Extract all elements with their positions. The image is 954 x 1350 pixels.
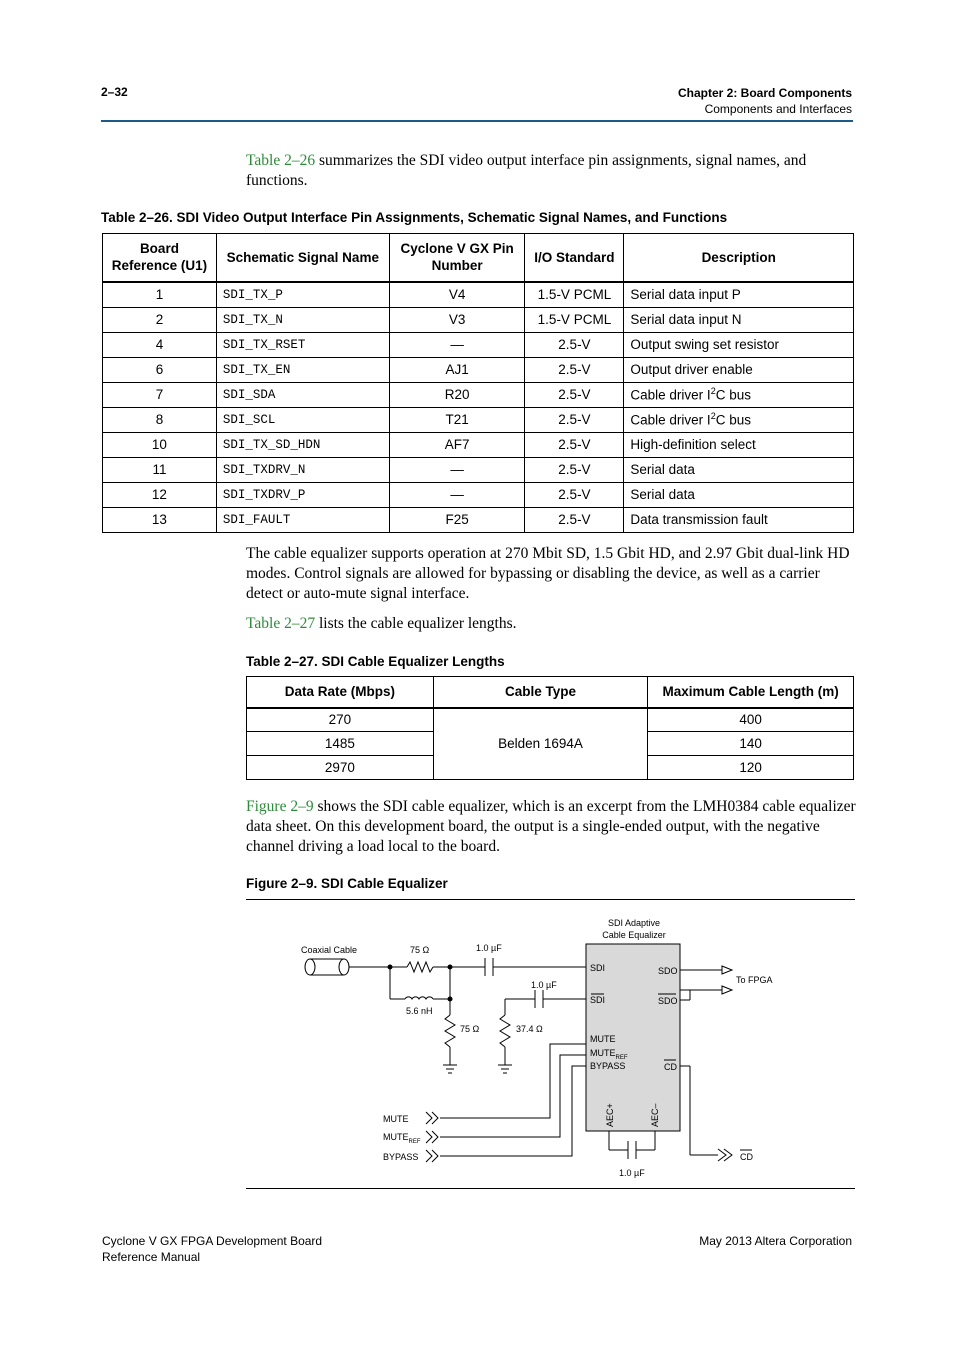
table-row: 11 SDI_TXDRV_N — 2.5-V Serial data (103, 457, 854, 482)
footer-left (102, 1233, 322, 1265)
to-fpga-label: To FPGA (736, 975, 773, 985)
c1-label: 1.0 µF (476, 943, 502, 953)
resistor-r3 (500, 1015, 510, 1047)
table-27-intro: Table 2–27 lists the cable equalizer lengths. (246, 615, 517, 632)
table-row: 10 SDI_TX_SD_HDN AF7 2.5-V High-definition select (103, 432, 854, 457)
figure-2-9-link[interactable]: Figure 2–9 (246, 798, 314, 815)
pin-sdi-n: SDI (590, 995, 606, 1005)
table-row: 2 SDI_TX_N V3 1.5-V PCML Serial data input N (103, 307, 854, 332)
col-signal-name: Schematic Signal Name (216, 234, 389, 282)
pin-cd: CD (664, 1062, 677, 1072)
table-row: 8 SDI_SCL T21 2.5-V Cable driver $I^2C$ bus (103, 407, 854, 432)
table-27-link[interactable]: Table 2–27 (246, 615, 316, 632)
ext-bypass-label: BYPASS (383, 1152, 419, 1162)
resistor-r1 (407, 962, 433, 972)
table-row: 1 SDI_TX_P V4 1.5-V PCML Serial data input P (103, 282, 854, 308)
section-title: Components and Interfaces (704, 102, 852, 116)
col-board-reference: Board Reference (U1) (103, 234, 217, 282)
table-row: 13 SDI_FAULT F25 2.5-V Data transmission fault (103, 507, 854, 532)
r3-label: 37.4 Ω (516, 1024, 543, 1034)
table-row: 1485 140 (247, 732, 854, 756)
i2c-desc: Cable driver $I^2C$ bus (624, 382, 854, 407)
inductor (405, 997, 433, 999)
pin-sdi: SDI (590, 963, 606, 973)
coax-connector (339, 959, 349, 975)
pin-sdo-n: SDO (658, 996, 678, 1006)
footer-subtitle: Reference Manual (102, 1250, 201, 1264)
table-26-caption: Table 2–26. SDI Video Output Interface Pin Assignments, Schematic Signal Names, and Functions (101, 210, 728, 225)
ext-cd-label: CD (740, 1152, 753, 1162)
inductor-label: 5.6 nH (406, 1006, 433, 1016)
page-number: 2–32 (101, 85, 128, 99)
resistor-r2 (445, 1015, 455, 1047)
figure-caption: Figure 2–9. SDI Cable Equalizer (246, 876, 448, 891)
col-max-length: Maximum Cable Length (m) (648, 677, 854, 708)
coax-label: Coaxial Cable (301, 945, 358, 955)
col-cable-type: Cable Type (433, 677, 648, 708)
table-27-caption: Table 2–27. SDI Cable Equalizer Lengths (246, 654, 505, 669)
table-row: 6 SDI_TX_EN AJ1 2.5-V Output driver enable (103, 357, 854, 382)
col-pin-number: Cyclone V GX Pin Number (389, 234, 525, 282)
chapter-title: Chapter 2: Board Components (677, 86, 852, 100)
table-row: 270 Belden 1694A 400 (247, 708, 854, 732)
i2c-desc: Cable driver $I^2C$ bus (624, 407, 854, 432)
r2-label: 75 Ω (460, 1024, 480, 1034)
col-data-rate: Data Rate (Mbps) (247, 677, 434, 708)
figure-intro-paragraph: Figure 2–9 shows the SDI cable equalizer, which is an excerpt from the LMH0384 cable equalizer data sheet. On this development board, the output is a single-ended output, with the negative channel driving a load local to the board. (246, 798, 856, 855)
r1-label: 75 Ω (410, 945, 430, 955)
table-26-link[interactable]: Table 2–26 (246, 152, 316, 169)
chip-title-1: SDI Adaptive (607, 918, 661, 928)
pin-bypass: BYPASS (590, 1061, 626, 1071)
c3-label: 1.0 µF (619, 1168, 645, 1178)
c2-label: 1.0 µF (531, 980, 557, 990)
table-row: 4 SDI_TX_RSET — 2.5-V Output swing set resistor (103, 332, 854, 357)
coax-end (305, 959, 315, 975)
footer-title: Cyclone V GX FPGA Development Board (102, 1234, 323, 1248)
pin-aec-plus: AEC+ (605, 1103, 615, 1127)
pin-sdo: SDO (658, 966, 678, 976)
col-description: Description (624, 234, 854, 282)
pin-muteref: $MUTE_{REF}$ (590, 1048, 628, 1061)
col-io-standard: I/O Standard (525, 234, 624, 282)
chip-title-2: Cable Equalizer (602, 930, 666, 940)
table-row: 12 SDI_TXDRV_P — 2.5-V Serial data (103, 482, 854, 507)
pin-mute: MUTE (590, 1034, 616, 1044)
equalizer-paragraph: The cable equalizer supports operation at 270 Mbit SD, 1.5 Gbit HD, and 2.97 Gbit dual-link HD modes. Control signals are allowed for bypassing or disabling the device, as well as a carrier detect or auto-mute signal interface. (246, 545, 850, 602)
table-row: 2970 120 (247, 756, 854, 780)
table-row: 7 SDI_SDA R20 2.5-V Cable driver $I^2C$ bus (103, 382, 854, 407)
ext-muteref-label: $MUTE_{REF}$ (383, 1132, 421, 1145)
footer-right: May 2013 Altera Corporation (699, 1234, 852, 1248)
ext-mute-label: MUTE (383, 1114, 409, 1124)
pin-aec-minus: AEC– (650, 1103, 660, 1127)
intro-paragraph: Table 2–26 summarizes the SDI video output interface pin assignments, signal names, and functions. (246, 152, 807, 189)
cable-type-cell: Belden 1694A (433, 708, 648, 780)
